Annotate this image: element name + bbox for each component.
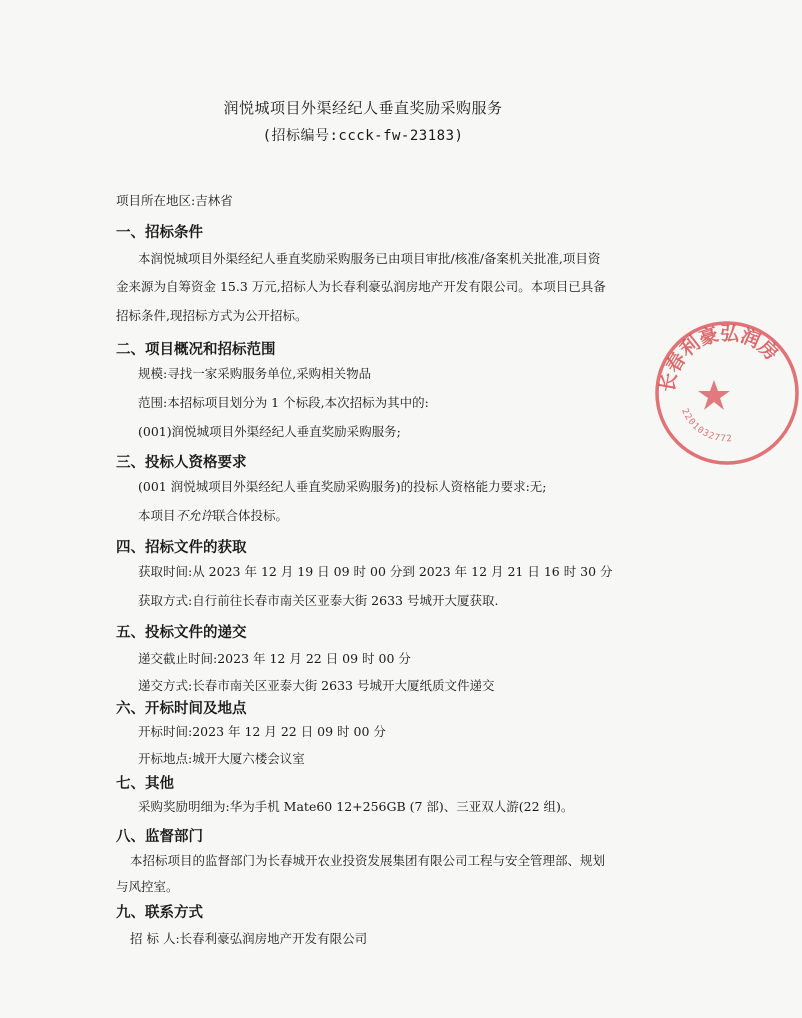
section-3-consortium [138, 508, 288, 524]
document-title: 润悦城项目外渠经纪人垂直奖励采购服务 [223, 99, 503, 117]
project-region: 项目所在地区:吉林省 [116, 193, 233, 208]
section-heading-9: 九、联系方式 [116, 905, 203, 921]
section-heading-7: 七、其他 [116, 776, 174, 792]
section-1-paragraph-line-2: 金来源为自筹资金 15.3 万元,招标人为长春利豪弘润房地产开发有限公司。本项目已具备 [116, 279, 606, 294]
section-6-location: 开标地点:城开大厦六楼会议室 [138, 751, 305, 766]
section-2-lot: (001)润悦城项目外渠经纪人垂直奖励采购服务; [138, 424, 401, 439]
section-6-time: 开标时间:2023 年 12 月 22 日 09 时 00 分 [138, 724, 386, 739]
company-seal-stamp [652, 318, 802, 468]
section-4-time: 获取时间:从 2023 年 12 月 19 日 09 时 00 分到 2023 年 12 月 21 日 16 时 30 分 [138, 564, 613, 579]
section-heading-8: 八、监督部门 [116, 829, 203, 845]
section-1-paragraph-line-3: 招标条件,现招标方式为公开招标。 [116, 308, 308, 323]
consortium-suffix: 联合体投标。 [213, 508, 289, 523]
section-5-method: 递交方式:长春市南关区亚泰大街 2633 号城开大厦纸质文件递交 [138, 678, 495, 693]
consortium-prefix: 本项目 [138, 508, 176, 523]
section-heading-4: 四、招标文件的获取 [116, 540, 247, 556]
seal-number: 2201032772 [679, 407, 734, 445]
section-heading-5: 五、投标文件的递交 [116, 625, 247, 641]
svg-text:2201032772 [679, 407, 733, 444]
section-heading-6: 六、开标时间及地点 [116, 701, 247, 717]
section-3-qualification: (001 润悦城项目外渠经纪人垂直奖励采购服务)的投标人资格能力要求:无; [138, 479, 547, 494]
section-8-paragraph-line-1: 本招标项目的监督部门为长春城开农业投资发展集团有限公司工程与安全管理部、规划 [130, 853, 606, 868]
seal-text: 长春利豪弘润房 [656, 322, 783, 394]
section-1-paragraph-line-1: 本润悦城项目外渠经纪人垂直奖励采购服务已由项目审批/核准/备案机关批准,项目资 [138, 251, 601, 266]
section-heading-1: 一、招标条件 [116, 225, 203, 241]
section-heading-2: 二、项目概况和招标范围 [116, 342, 276, 358]
section-9-tenderer: 招 标 人:长春利豪弘润房地产开发有限公司 [130, 931, 368, 946]
tender-number: (招标编号:ccck-fw-23183) [262, 128, 464, 144]
section-7-reward-details: 采购奖励明细为:华为手机 Mate60 12+256GB (7 部)、三亚双人游(22 组)。 [138, 799, 574, 814]
section-4-method: 获取方式:自行前往长春市南关区亚泰大街 2633 号城开大厦获取. [138, 593, 499, 608]
section-heading-3: 三、投标人资格要求 [116, 455, 247, 471]
section-8-paragraph-line-2: 与风控室。 [116, 879, 179, 894]
section-2-scope: 范围:本招标项目划分为 1 个标段,本次招标为其中的: [138, 395, 429, 410]
seal-star-icon [698, 380, 730, 410]
consortium-not-allowed: 不允许 [175, 508, 214, 523]
section-2-scale: 规模:寻找一家采购服务单位,采购相关物品 [138, 366, 372, 381]
section-5-deadline: 递交截止时间:2023 年 12 月 22 日 09 时 00 分 [138, 651, 411, 666]
